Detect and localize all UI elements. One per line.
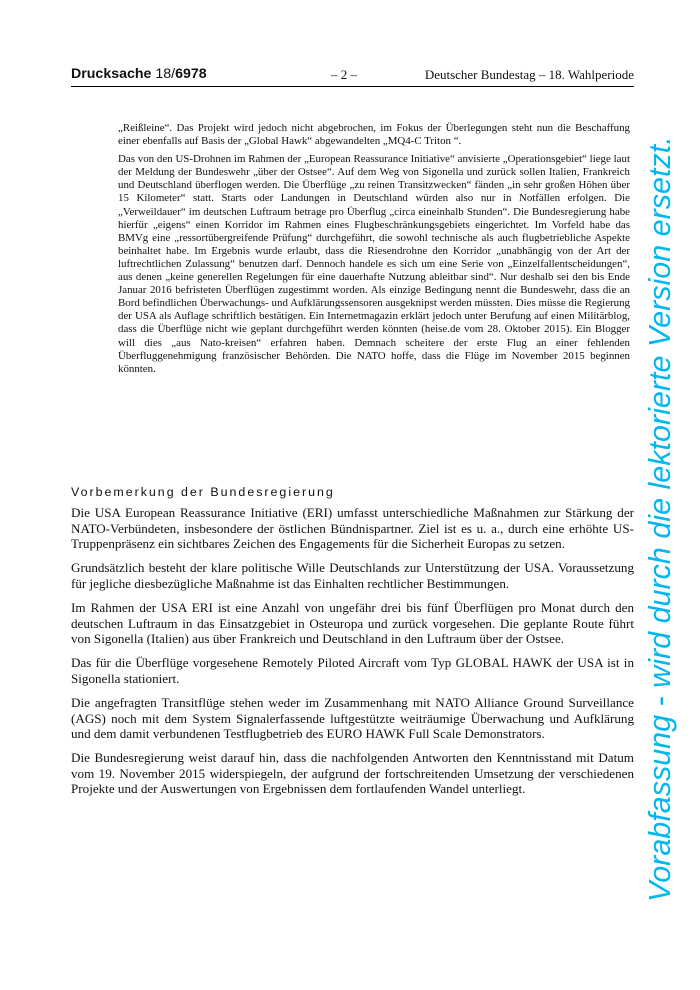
body-paragraph: Das für die Überflüge vorgesehene Remotely Piloted Aircraft vom Typ GLOBAL HAWK der USA ist in Sigonella stationiert.: [71, 655, 634, 686]
document-number: [71, 66, 207, 82]
page-header: [71, 66, 634, 87]
drucksache-label: Drucksache: [71, 66, 152, 82]
quote-paragraph: Das von den US-Drohnen im Rahmen der „European Reassurance Initiative“ anvisierte „Operationsgebiet“ liege laut der Meldung der Bundeswehr „über der Ostsee“. Auf dem Weg von Sigonella und zurück sollen Italien, Frankreich und Deutschland überflogen werden. Die Überflüge „zu reinen Transitzwecken“ fänden „in sehr großen Höhen über 15 Kilometer“ statt. Starts oder Landungen in Deutschland würden also nur in Notfällen erfolgen. Die „Verweildauer“ im deutschen Luftraum betrage pro Überflug „circa eineinhalb Stunden“. Die Bundesregierung habe hierfür „eigens“ einen Korridor im Rahmen eines Flugbeschränkungsgebiets eingerichtet. Im Vorfeld habe das BMVg eine „ressortübergreifende Prüfung“ durchgeführt, die sowohl technische als auch flugbetriebliche Aspekte beinhaltet habe. Im Ergebnis wurde erlaubt, dass die Riesendrohne den Korridor „unabhängig von der Art der luftrechtlichen Zulassung“ benutzen darf. Dennoch handele es sich um eine Serie von „Einzelfallentscheidungen“, aus denen „keine generellen Regelungen für eine dauerhafte Nutzung ableitbar sind“. Nur deshalb sei den bis Ende Januar 2016 befristeten Überflügen zugestimmt worden. Als einzige Bedingung nennt die Bundeswehr, dass die an Bord befindlichen Überwachungs- und Aufklärungssensoren ausgeknipst werden müssten. Dies müsse die Regierung der USA als Auflage schriftlich bestätigen. Ein Internetmagazin erklärt jedoch unter Berufung auf einen Militärblog, dass die Überflüge nicht wie geplant durchgeführt werden könnten (heise.de vom 28. Oktober 2015). Ein Blogger will dies „aus Nato-kreisen“ erfahren haben. Demnach scheitere der erste Flug an einer fehlenden Überfluggenehmigung französischer Behörden. Die NATO hoffe, dass die Flüge im November 2015 beginnen könnten.: [118, 153, 630, 375]
main-text-block: [71, 505, 634, 806]
quote-paragraph: „Reißleine“. Das Projekt wird jedoch nicht abgebrochen, im Fokus der Überlegungen steht nun die Beschaffung einer ebenfalls auf Basis der „Global Hawk“ abgewandelten „MQ4-C Triton “.: [118, 122, 630, 148]
section-heading: Vorbemerkung der Bundesregierung: [71, 485, 335, 499]
quoted-text-block: [118, 122, 630, 381]
doc-number-prefix: 18/: [155, 66, 176, 82]
doc-number-suffix: 6978: [175, 66, 207, 82]
page-number: – 2 –: [331, 67, 357, 82]
body-paragraph: Grundsätzlich besteht der klare politische Wille Deutschlands zur Unterstützung der USA. Voraussetzung für jegliche diesbezügliche Maßnahme ist das Einhalten rechtlicher Bestimmungen.: [71, 560, 634, 591]
publisher: Deutscher Bundestag – 18. Wahlperiode: [424, 67, 634, 82]
body-paragraph: Die Bundesregierung weist darauf hin, dass die nachfolgenden Antworten den Kenntnisstand mit Datum vom 19. November 2015 widerspiegeln, der aufgrund der fortschreitenden Umsetzung der verschiedenen Projekte und der Auswertungen von Ergebnissen dem fortlaufenden Wandel unterliegt.: [71, 750, 634, 797]
draft-watermark: Vorabfassung - wird durch die lektorierte Version ersetzt.: [643, 136, 677, 902]
body-paragraph: Die angefragten Transitflüge stehen weder im Zusammenhang mit NATO Alliance Ground Surveillance (AGS) noch mit dem System Signalerfassende luftgestützte weiträumige Überwachung und Aufklärung und dem damit verbundenen Testflugbetrieb des EURO HAWK Full Scale Demonstrators.: [71, 694, 634, 742]
body-paragraph: Die USA European Reassurance Initiative (ERI) umfasst unterschiedliche Maßnahmen zur Stärkung der NATO-Verbündeten, insbesondere der östlichen Bündnispartner. Ziel ist es u. a., durch eine erhöhte US-Truppenpräsenz ein sichtbares Zeichen des Engagements für die Sicherheit Europas zu setzen.: [71, 505, 634, 552]
body-paragraph: Im Rahmen der USA ERI ist eine Anzahl von ungefähr drei bis fünf Überflügen pro Monat durch den deutschen Luftraum in das Einsatzgebiet in Osteuropa und zurück vorgesehen. Die geplante Route führt von Sigonella (Italien) aus über Frankreich und Deutschland in den Luftraum über der Ostsee.: [71, 599, 634, 647]
